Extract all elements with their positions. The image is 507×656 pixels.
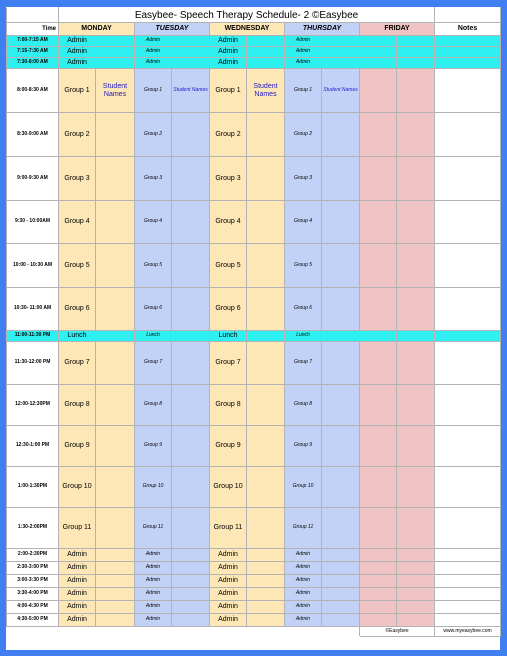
tue-student-cell[interactable] bbox=[172, 288, 210, 331]
tue-activity-cell[interactable]: Group 2 bbox=[135, 113, 172, 157]
wed-student-cell[interactable] bbox=[247, 385, 285, 426]
mon-student-cell[interactable] bbox=[96, 508, 135, 549]
fri-activity-cell[interactable] bbox=[360, 588, 397, 601]
schedule-sheet bbox=[6, 7, 500, 650]
thu-activity-cell[interactable]: Group 7 bbox=[285, 342, 322, 385]
thu-student-cell[interactable] bbox=[322, 508, 360, 549]
wed-activity-cell[interactable]: Group 3 bbox=[210, 157, 247, 201]
mon-activity-cell[interactable]: Group 2 bbox=[59, 113, 96, 157]
fri-activity-cell[interactable] bbox=[360, 614, 397, 627]
wed-activity-cell[interactable]: Admin bbox=[210, 58, 247, 69]
wed-activity-cell[interactable]: Group 6 bbox=[210, 288, 247, 331]
wed-student-cell[interactable] bbox=[247, 467, 285, 508]
fri-student-cell[interactable] bbox=[397, 244, 435, 288]
fri-student-cell[interactable] bbox=[397, 549, 435, 562]
tue-student-cell[interactable] bbox=[172, 36, 210, 47]
thu-activity-cell[interactable]: Admin bbox=[285, 58, 322, 69]
fri-student-cell[interactable] bbox=[397, 113, 435, 157]
fri-student-cell[interactable] bbox=[397, 36, 435, 47]
wed-activity-cell[interactable]: Group 11 bbox=[210, 508, 247, 549]
fri-activity-cell[interactable] bbox=[360, 58, 397, 69]
mon-activity-cell[interactable]: Admin bbox=[59, 588, 96, 601]
fri-activity-cell[interactable] bbox=[360, 601, 397, 614]
tue-activity-cell[interactable]: Lunch bbox=[135, 331, 172, 342]
fri-student-cell[interactable] bbox=[397, 508, 435, 549]
notes-cell[interactable] bbox=[435, 244, 501, 288]
wed-activity-cell[interactable]: Group 10 bbox=[210, 467, 247, 508]
wed-activity-cell[interactable]: Admin bbox=[210, 601, 247, 614]
fri-student-cell[interactable] bbox=[397, 614, 435, 627]
fri-activity-cell[interactable] bbox=[360, 508, 397, 549]
notes-cell[interactable] bbox=[435, 113, 501, 157]
thu-activity-cell[interactable]: Admin bbox=[285, 549, 322, 562]
wed-student-cell[interactable] bbox=[247, 58, 285, 69]
tue-activity-cell[interactable]: Group 11 bbox=[135, 508, 172, 549]
time-cell: 2:00-2:30PM bbox=[7, 549, 59, 562]
fri-student-cell[interactable] bbox=[397, 588, 435, 601]
time-cell: 9:00-9:30 AM bbox=[7, 157, 59, 201]
wed-activity-cell[interactable]: Admin bbox=[210, 562, 247, 575]
tue-student-cell[interactable] bbox=[172, 588, 210, 601]
wed-student-cell[interactable] bbox=[247, 588, 285, 601]
mon-activity-cell[interactable]: Admin bbox=[59, 36, 96, 47]
mon-activity-cell[interactable]: Group 9 bbox=[59, 426, 96, 467]
footer-spacer bbox=[7, 627, 360, 637]
fri-student-cell[interactable] bbox=[397, 58, 435, 69]
wed-activity-cell[interactable]: Admin bbox=[210, 47, 247, 58]
thu-student-cell[interactable] bbox=[322, 113, 360, 157]
tue-activity-cell[interactable]: Admin bbox=[135, 47, 172, 58]
time-cell: 10:00 - 10:30 AM bbox=[7, 244, 59, 288]
header-friday: FRIDAY bbox=[360, 23, 435, 36]
notes-cell[interactable] bbox=[435, 288, 501, 331]
notes-cell[interactable] bbox=[435, 601, 501, 614]
thu-student-cell[interactable] bbox=[322, 47, 360, 58]
wed-student-cell[interactable] bbox=[247, 36, 285, 47]
notes-cell[interactable] bbox=[435, 426, 501, 467]
header-monday: MONDAY bbox=[59, 23, 135, 36]
table-row bbox=[7, 614, 501, 627]
tue-student-cell[interactable] bbox=[172, 47, 210, 58]
schedule-table bbox=[6, 7, 501, 637]
table-row bbox=[7, 113, 501, 157]
time-cell: 4:00-4:30 PM bbox=[7, 601, 59, 614]
wed-activity-cell[interactable]: Admin bbox=[210, 549, 247, 562]
mon-activity-cell[interactable]: Admin bbox=[59, 47, 96, 58]
time-cell: 1:00-1:30PM bbox=[7, 467, 59, 508]
mon-student-cell[interactable] bbox=[96, 157, 135, 201]
mon-student-cell[interactable] bbox=[96, 113, 135, 157]
time-cell: 8:00-8:30 AM bbox=[7, 69, 59, 113]
wed-student-cell[interactable] bbox=[247, 113, 285, 157]
tue-student-cell[interactable] bbox=[172, 113, 210, 157]
fri-student-cell[interactable] bbox=[397, 47, 435, 58]
fri-activity-cell[interactable] bbox=[360, 288, 397, 331]
wed-student-cell[interactable] bbox=[247, 562, 285, 575]
thu-activity-cell[interactable]: Group 10 bbox=[285, 467, 322, 508]
notes-cell[interactable] bbox=[435, 588, 501, 601]
table-row bbox=[7, 467, 501, 508]
thu-activity-cell[interactable]: Group 11 bbox=[285, 508, 322, 549]
fri-activity-cell[interactable] bbox=[360, 113, 397, 157]
table-row bbox=[7, 244, 501, 288]
table-row bbox=[7, 288, 501, 331]
tue-activity-cell[interactable]: Admin bbox=[135, 601, 172, 614]
time-cell: 2:30-3:00 PM bbox=[7, 562, 59, 575]
fri-activity-cell[interactable] bbox=[360, 244, 397, 288]
thu-student-cell[interactable] bbox=[322, 467, 360, 508]
tue-student-cell[interactable] bbox=[172, 508, 210, 549]
tue-student-cell[interactable] bbox=[172, 58, 210, 69]
notes-cell[interactable] bbox=[435, 69, 501, 113]
fri-activity-cell[interactable] bbox=[360, 331, 397, 342]
tue-student-names-label: Student Names bbox=[172, 69, 210, 113]
wed-activity-cell[interactable]: Group 5 bbox=[210, 244, 247, 288]
tue-student-cell[interactable] bbox=[172, 614, 210, 627]
mon-activity-cell[interactable]: Group 1 bbox=[59, 69, 96, 113]
thu-student-cell[interactable] bbox=[322, 575, 360, 588]
notes-cell[interactable] bbox=[435, 342, 501, 385]
notes-cell[interactable] bbox=[435, 575, 501, 588]
fri-student-cell[interactable] bbox=[397, 601, 435, 614]
footer-row bbox=[7, 627, 501, 637]
tue-activity-cell[interactable]: Group 1 bbox=[135, 69, 172, 113]
thu-activity-cell[interactable]: Admin bbox=[285, 614, 322, 627]
thu-activity-cell[interactable]: Group 4 bbox=[285, 201, 322, 244]
notes-cell[interactable] bbox=[435, 58, 501, 69]
thu-activity-cell[interactable]: Group 9 bbox=[285, 426, 322, 467]
wed-activity-cell[interactable]: Group 1 bbox=[210, 69, 247, 113]
table-row bbox=[7, 385, 501, 426]
time-cell: 11:00-11:30 PM bbox=[7, 331, 59, 342]
tue-student-cell[interactable] bbox=[172, 426, 210, 467]
tue-activity-cell[interactable]: Admin bbox=[135, 588, 172, 601]
table-row bbox=[7, 588, 501, 601]
thu-student-cell[interactable] bbox=[322, 549, 360, 562]
header-row bbox=[7, 23, 501, 36]
mon-activity-cell[interactable]: Admin bbox=[59, 549, 96, 562]
thu-activity-cell[interactable]: Group 3 bbox=[285, 157, 322, 201]
wed-activity-cell[interactable]: Admin bbox=[210, 588, 247, 601]
thu-student-cell[interactable] bbox=[322, 342, 360, 385]
tue-student-cell[interactable] bbox=[172, 549, 210, 562]
thu-activity-cell[interactable]: Group 5 bbox=[285, 244, 322, 288]
header-wednesday: WEDNESDAY bbox=[210, 23, 285, 36]
tue-activity-cell[interactable]: Group 4 bbox=[135, 201, 172, 244]
mon-activity-cell[interactable]: Admin bbox=[59, 601, 96, 614]
notes-cell[interactable] bbox=[435, 331, 501, 342]
fri-activity-cell[interactable] bbox=[360, 467, 397, 508]
notes-cell[interactable] bbox=[435, 36, 501, 47]
fri-student-cell[interactable] bbox=[397, 157, 435, 201]
tue-student-cell[interactable] bbox=[172, 342, 210, 385]
header-time: Time bbox=[7, 23, 59, 36]
thu-student-cell[interactable] bbox=[322, 385, 360, 426]
mon-student-names-label: Student Names bbox=[96, 69, 135, 113]
wed-student-cell[interactable] bbox=[247, 342, 285, 385]
tue-activity-cell[interactable]: Group 6 bbox=[135, 288, 172, 331]
thu-activity-cell[interactable]: Group 1 bbox=[285, 69, 322, 113]
tue-activity-cell[interactable]: Admin bbox=[135, 575, 172, 588]
mon-student-cell[interactable] bbox=[96, 562, 135, 575]
notes-cell[interactable] bbox=[435, 549, 501, 562]
fri-activity-cell[interactable] bbox=[360, 69, 397, 113]
fri-activity-cell[interactable] bbox=[360, 549, 397, 562]
mon-activity-cell[interactable]: Group 5 bbox=[59, 244, 96, 288]
table-row bbox=[7, 331, 501, 342]
mon-student-cell[interactable] bbox=[96, 467, 135, 508]
wed-student-cell[interactable] bbox=[247, 288, 285, 331]
mon-student-cell[interactable] bbox=[96, 342, 135, 385]
notes-cell[interactable] bbox=[435, 385, 501, 426]
mon-student-cell[interactable] bbox=[96, 36, 135, 47]
fri-student-cell[interactable] bbox=[397, 575, 435, 588]
tue-activity-cell[interactable]: Group 3 bbox=[135, 157, 172, 201]
mon-activity-cell[interactable]: Admin bbox=[59, 58, 96, 69]
page-title: Easybee- Speech Therapy Schedule- 2 ©Easybee bbox=[59, 8, 435, 23]
notes-cell[interactable] bbox=[435, 47, 501, 58]
time-cell: 3:30-4:00 PM bbox=[7, 588, 59, 601]
title-spacer bbox=[7, 8, 59, 23]
notes-cell[interactable] bbox=[435, 467, 501, 508]
wed-activity-cell[interactable]: Lunch bbox=[210, 331, 247, 342]
time-cell: 9:30 - 10:00AM bbox=[7, 201, 59, 244]
fri-activity-cell[interactable] bbox=[360, 201, 397, 244]
copyright-text: ©Easybee bbox=[360, 627, 435, 637]
thu-activity-cell[interactable]: Admin bbox=[285, 575, 322, 588]
fri-student-cell[interactable] bbox=[397, 288, 435, 331]
fri-student-cell[interactable] bbox=[397, 201, 435, 244]
tue-activity-cell[interactable]: Group 8 bbox=[135, 385, 172, 426]
time-cell: 12:00-12:30PM bbox=[7, 385, 59, 426]
time-cell: 12:30-1:00 PM bbox=[7, 426, 59, 467]
tue-student-cell[interactable] bbox=[172, 157, 210, 201]
mon-student-cell[interactable] bbox=[96, 614, 135, 627]
thu-activity-cell[interactable]: Admin bbox=[285, 601, 322, 614]
wed-activity-cell[interactable]: Admin bbox=[210, 36, 247, 47]
thu-activity-cell[interactable]: Admin bbox=[285, 47, 322, 58]
time-cell: 11:30-12:00 PM bbox=[7, 342, 59, 385]
wed-activity-cell[interactable]: Admin bbox=[210, 575, 247, 588]
tue-activity-cell[interactable]: Group 5 bbox=[135, 244, 172, 288]
thu-student-cell[interactable] bbox=[322, 426, 360, 467]
tue-activity-cell[interactable]: Admin bbox=[135, 36, 172, 47]
tue-student-cell[interactable] bbox=[172, 601, 210, 614]
mon-activity-cell[interactable]: Group 6 bbox=[59, 288, 96, 331]
time-cell: 3:00-3:30 PM bbox=[7, 575, 59, 588]
wed-activity-cell[interactable]: Group 8 bbox=[210, 385, 247, 426]
mon-student-cell[interactable] bbox=[96, 58, 135, 69]
mon-activity-cell[interactable]: Lunch bbox=[59, 331, 96, 342]
notes-cell[interactable] bbox=[435, 201, 501, 244]
thu-activity-cell[interactable]: Group 6 bbox=[285, 288, 322, 331]
mon-student-cell[interactable] bbox=[96, 47, 135, 58]
table-row bbox=[7, 508, 501, 549]
fri-student-cell[interactable] bbox=[397, 562, 435, 575]
tue-student-cell[interactable] bbox=[172, 385, 210, 426]
thu-student-cell[interactable] bbox=[322, 36, 360, 47]
mon-activity-cell[interactable]: Admin bbox=[59, 575, 96, 588]
mon-student-cell[interactable] bbox=[96, 426, 135, 467]
tue-activity-cell[interactable]: Admin bbox=[135, 562, 172, 575]
table-row bbox=[7, 342, 501, 385]
mon-activity-cell[interactable]: Group 3 bbox=[59, 157, 96, 201]
fri-activity-cell[interactable] bbox=[360, 36, 397, 47]
table-row bbox=[7, 601, 501, 614]
fri-student-cell[interactable] bbox=[397, 385, 435, 426]
wed-student-cell[interactable] bbox=[247, 47, 285, 58]
thu-student-cell[interactable] bbox=[322, 562, 360, 575]
tue-activity-cell[interactable]: Group 10 bbox=[135, 467, 172, 508]
mon-student-cell[interactable] bbox=[96, 549, 135, 562]
fri-activity-cell[interactable] bbox=[360, 47, 397, 58]
thu-student-cell[interactable] bbox=[322, 201, 360, 244]
fri-student-cell[interactable] bbox=[397, 331, 435, 342]
table-row bbox=[7, 47, 501, 58]
mon-student-cell[interactable] bbox=[96, 588, 135, 601]
mon-activity-cell[interactable]: Group 10 bbox=[59, 467, 96, 508]
table-row bbox=[7, 201, 501, 244]
wed-student-cell[interactable] bbox=[247, 244, 285, 288]
mon-activity-cell[interactable]: Admin bbox=[59, 614, 96, 627]
mon-student-cell[interactable] bbox=[96, 201, 135, 244]
thu-student-names-label: Student Names bbox=[322, 69, 360, 113]
header-tuesday: TUESDAY bbox=[135, 23, 210, 36]
time-cell: 8:30-9:00 AM bbox=[7, 113, 59, 157]
header-notes: Notes bbox=[435, 23, 501, 36]
tue-activity-cell[interactable]: Admin bbox=[135, 614, 172, 627]
tue-student-cell[interactable] bbox=[172, 201, 210, 244]
tue-student-cell[interactable] bbox=[172, 575, 210, 588]
fri-student-cell[interactable] bbox=[397, 342, 435, 385]
mon-student-cell[interactable] bbox=[96, 331, 135, 342]
tue-student-cell[interactable] bbox=[172, 467, 210, 508]
title-spacer-right bbox=[435, 8, 501, 23]
wed-student-cell[interactable] bbox=[247, 614, 285, 627]
fri-student-cell[interactable] bbox=[397, 467, 435, 508]
fri-student-cell[interactable] bbox=[397, 69, 435, 113]
mon-student-cell[interactable] bbox=[96, 288, 135, 331]
wed-student-cell[interactable] bbox=[247, 426, 285, 467]
fri-activity-cell[interactable] bbox=[360, 157, 397, 201]
wed-activity-cell[interactable]: Group 7 bbox=[210, 342, 247, 385]
mon-activity-cell[interactable]: Admin bbox=[59, 562, 96, 575]
table-row bbox=[7, 58, 501, 69]
wed-activity-cell[interactable]: Admin bbox=[210, 614, 247, 627]
mon-activity-cell[interactable]: Group 8 bbox=[59, 385, 96, 426]
table-row bbox=[7, 36, 501, 47]
thu-student-cell[interactable] bbox=[322, 58, 360, 69]
wed-student-cell[interactable] bbox=[247, 575, 285, 588]
time-cell: 1:30-2:00PM bbox=[7, 508, 59, 549]
mon-student-cell[interactable] bbox=[96, 601, 135, 614]
fri-activity-cell[interactable] bbox=[360, 426, 397, 467]
tue-student-cell[interactable] bbox=[172, 331, 210, 342]
thu-student-cell[interactable] bbox=[322, 157, 360, 201]
mon-student-cell[interactable] bbox=[96, 385, 135, 426]
mon-activity-cell[interactable]: Group 4 bbox=[59, 201, 96, 244]
mon-activity-cell[interactable]: Group 7 bbox=[59, 342, 96, 385]
tue-activity-cell[interactable]: Group 7 bbox=[135, 342, 172, 385]
table-row bbox=[7, 426, 501, 467]
tue-student-cell[interactable] bbox=[172, 562, 210, 575]
tue-activity-cell[interactable]: Admin bbox=[135, 58, 172, 69]
time-cell: 4:30-5:00 PM bbox=[7, 614, 59, 627]
thu-activity-cell[interactable]: Admin bbox=[285, 36, 322, 47]
fri-student-cell[interactable] bbox=[397, 426, 435, 467]
wed-activity-cell[interactable]: Group 2 bbox=[210, 113, 247, 157]
mon-student-cell[interactable] bbox=[96, 575, 135, 588]
fri-activity-cell[interactable] bbox=[360, 385, 397, 426]
thu-student-cell[interactable] bbox=[322, 614, 360, 627]
notes-cell[interactable] bbox=[435, 562, 501, 575]
thu-student-cell[interactable] bbox=[322, 244, 360, 288]
table-row bbox=[7, 69, 501, 113]
notes-cell[interactable] bbox=[435, 508, 501, 549]
tue-activity-cell[interactable]: Group 9 bbox=[135, 426, 172, 467]
thu-activity-cell[interactable]: Group 8 bbox=[285, 385, 322, 426]
fri-activity-cell[interactable] bbox=[360, 342, 397, 385]
wed-student-cell[interactable] bbox=[247, 601, 285, 614]
website-text: www.myeasybee.com bbox=[435, 627, 501, 637]
mon-activity-cell[interactable]: Group 11 bbox=[59, 508, 96, 549]
thu-activity-cell[interactable]: Admin bbox=[285, 562, 322, 575]
tue-student-cell[interactable] bbox=[172, 244, 210, 288]
table-row bbox=[7, 562, 501, 575]
time-cell: 10:30- 11:00 AM bbox=[7, 288, 59, 331]
wed-activity-cell[interactable]: Group 9 bbox=[210, 426, 247, 467]
tue-activity-cell[interactable]: Admin bbox=[135, 549, 172, 562]
wed-student-names-label: Student Names bbox=[247, 69, 285, 113]
time-cell: 7:00-7:15 AM bbox=[7, 36, 59, 47]
mon-student-cell[interactable] bbox=[96, 244, 135, 288]
thu-activity-cell[interactable]: Lunch bbox=[285, 331, 322, 342]
table-row bbox=[7, 549, 501, 562]
fri-activity-cell[interactable] bbox=[360, 562, 397, 575]
time-cell: 7:30-8:00 AM bbox=[7, 58, 59, 69]
thu-student-cell[interactable] bbox=[322, 331, 360, 342]
wed-student-cell[interactable] bbox=[247, 157, 285, 201]
thu-student-cell[interactable] bbox=[322, 288, 360, 331]
wed-student-cell[interactable] bbox=[247, 508, 285, 549]
thu-activity-cell[interactable]: Admin bbox=[285, 588, 322, 601]
wed-activity-cell[interactable]: Group 4 bbox=[210, 201, 247, 244]
wed-student-cell[interactable] bbox=[247, 201, 285, 244]
thu-activity-cell[interactable]: Group 2 bbox=[285, 113, 322, 157]
table-row bbox=[7, 575, 501, 588]
table-row bbox=[7, 157, 501, 201]
header-thursday: THURSDAY bbox=[285, 23, 360, 36]
notes-cell[interactable] bbox=[435, 614, 501, 627]
thu-student-cell[interactable] bbox=[322, 601, 360, 614]
thu-student-cell[interactable] bbox=[322, 588, 360, 601]
wed-student-cell[interactable] bbox=[247, 331, 285, 342]
fri-activity-cell[interactable] bbox=[360, 575, 397, 588]
notes-cell[interactable] bbox=[435, 157, 501, 201]
wed-student-cell[interactable] bbox=[247, 549, 285, 562]
time-cell: 7:15-7:30 AM bbox=[7, 47, 59, 58]
